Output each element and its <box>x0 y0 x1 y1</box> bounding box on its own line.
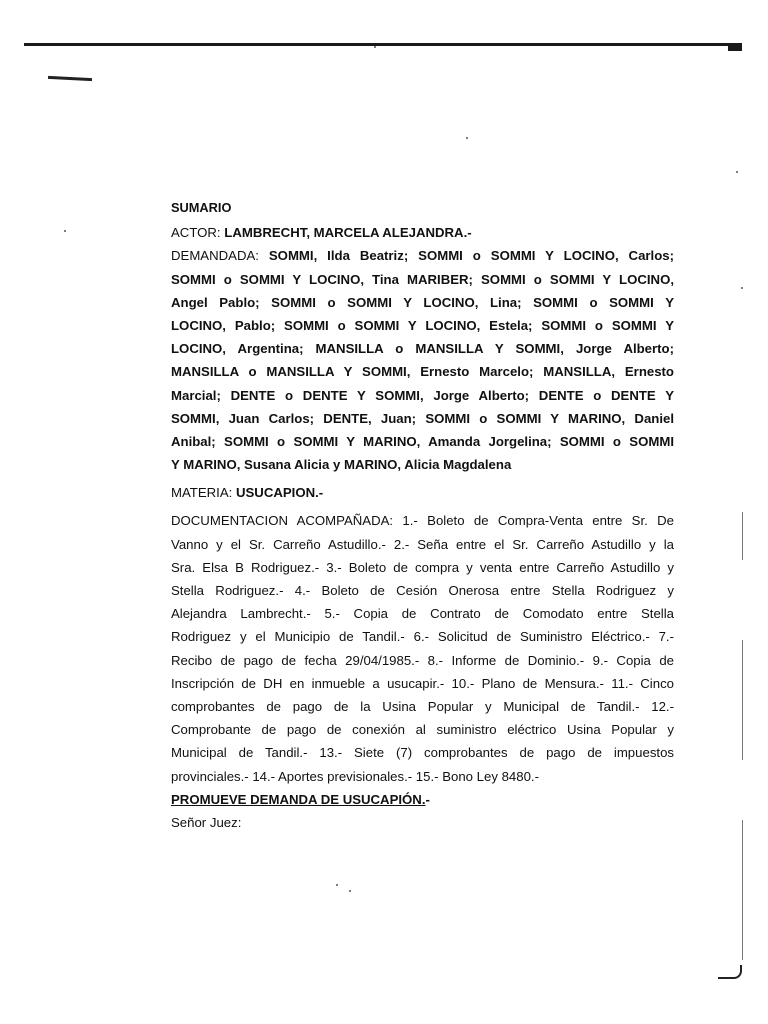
materia-line <box>171 481 674 504</box>
documentacion-line: Stella Rodriguez.- 4.- Boleto de Cesión Onerosa entre Stella Rodriguez y <box>171 583 674 598</box>
promueve-heading <box>171 788 674 811</box>
demandada-line: Y MARINO, Susana Alicia y MARINO, Alicia Magdalena <box>171 457 512 473</box>
documentacion-line: DOCUMENTACION ACOMPAÑADA: 1.- Boleto de Compra-Venta entre Sr. De <box>171 513 674 529</box>
document-body <box>171 196 674 834</box>
promueve-title: PROMUEVE DEMANDA DE USUCAPIÓN. <box>171 791 426 807</box>
demandada-line: LOCINO, Pablo; SOMMI o SOMMI Y LOCINO, Estela; SOMMI o SOMMI Y <box>171 317 674 333</box>
demandada-line: MANSILLA o MANSILLA Y SOMMI, Ernesto Marcelo; MANSILLA, Ernesto <box>171 364 674 380</box>
demandada-line: Angel Pablo; SOMMI o SOMMI Y LOCINO, Lina; SOMMI o SOMMI Y <box>171 294 674 310</box>
actor-line <box>171 221 674 244</box>
top-scan-border-end <box>728 43 742 51</box>
documentacion-line: Sra. Elsa B Rodriguez.- 3.- Boleto de compra y venta entre Carreño Astudillo y <box>171 559 674 575</box>
demandada-line: Marcial; DENTE o DENTE Y SOMMI, Jorge Alberto; DENTE o DENTE Y <box>171 387 674 403</box>
documentacion-line: Rodriguez y el Municipio de Tandil.- 6.- Solicitud de Suministro Eléctrico.- 7.- <box>171 629 674 645</box>
scan-speck <box>336 884 338 886</box>
demandada-first: SOMMI, Ilda Beatriz; SOMMI o SOMMI Y LOCINO, Carlos; <box>268 248 674 264</box>
demandada-line: SOMMI, Juan Carlos; DENTE, Juan; SOMMI o SOMMI Y MARINO, Daniel <box>171 410 674 426</box>
documentacion-line: Recibo de pago de fecha 29/04/1985.- 8.- Informe de Dominio.- 9.- Copia de <box>171 652 674 668</box>
scan-edge-mark <box>742 640 743 760</box>
documentacion-line: comprobantes de pago de la Usina Popular y Municipal de Tandil.- 12.- <box>171 698 674 714</box>
promueve-suffix: - <box>425 791 430 807</box>
scan-speck <box>64 230 66 232</box>
scan-speck <box>349 890 351 892</box>
actor-label: ACTOR: <box>171 225 221 241</box>
documentacion-line: Inscripción de DH en inmueble a usucapir.- 10.- Plano de Mensura.- 11.- Cinco <box>171 675 674 691</box>
documentacion-line: Municipal de Tandil.- 13.- Siete (7) comprobantes de pago de impuestos <box>171 745 674 761</box>
documentacion-line: provinciales.- 14.- Aportes previsionales.- 15.- Bono Ley 8480.- <box>171 768 539 784</box>
scan-speck <box>466 137 468 139</box>
salutation: Señor Juez: <box>171 814 242 830</box>
scan-edge-mark <box>742 820 743 960</box>
scan-speck <box>741 287 743 289</box>
materia-label: MATERIA: <box>171 485 233 501</box>
documentacion-line: Comprobante de pago de conexión al suministro eléctrico Usina Popular y <box>171 722 674 738</box>
documentacion-line: Alejandra Lambrecht.- 5.- Copia de Contrato de Comodato entre Stella <box>171 606 674 622</box>
demandada-line <box>171 244 674 267</box>
demandada-line: SOMMI o SOMMI Y LOCINO, Tina MARIBER; SOMMI o SOMMI Y LOCINO, <box>171 271 674 287</box>
documentacion-line: Vanno y el Sr. Carreño Astudillo.- 2.- Seña entre el Sr. Carreño Astudillo y la <box>171 536 674 552</box>
summary-heading: SUMARIO <box>171 200 232 215</box>
scan-speck <box>736 171 738 173</box>
scan-mark <box>48 76 92 81</box>
top-scan-border <box>24 43 742 46</box>
actor-value: LAMBRECHT, MARCELA ALEJANDRA.- <box>224 225 472 241</box>
scan-speck <box>374 46 376 48</box>
demandada-line: LOCINO, Argentina; MANSILLA o MANSILLA Y SOMMI, Jorge Alberto; <box>171 341 674 357</box>
materia-value: USUCAPION.- <box>235 485 324 501</box>
demandada-label: DEMANDADA: <box>171 248 259 264</box>
scan-corner-mark <box>718 965 742 979</box>
scan-edge-mark <box>742 512 743 560</box>
demandada-line: Anibal; SOMMI o SOMMI Y MARINO, Amanda Jorgelina; SOMMI o SOMMI <box>171 433 674 449</box>
